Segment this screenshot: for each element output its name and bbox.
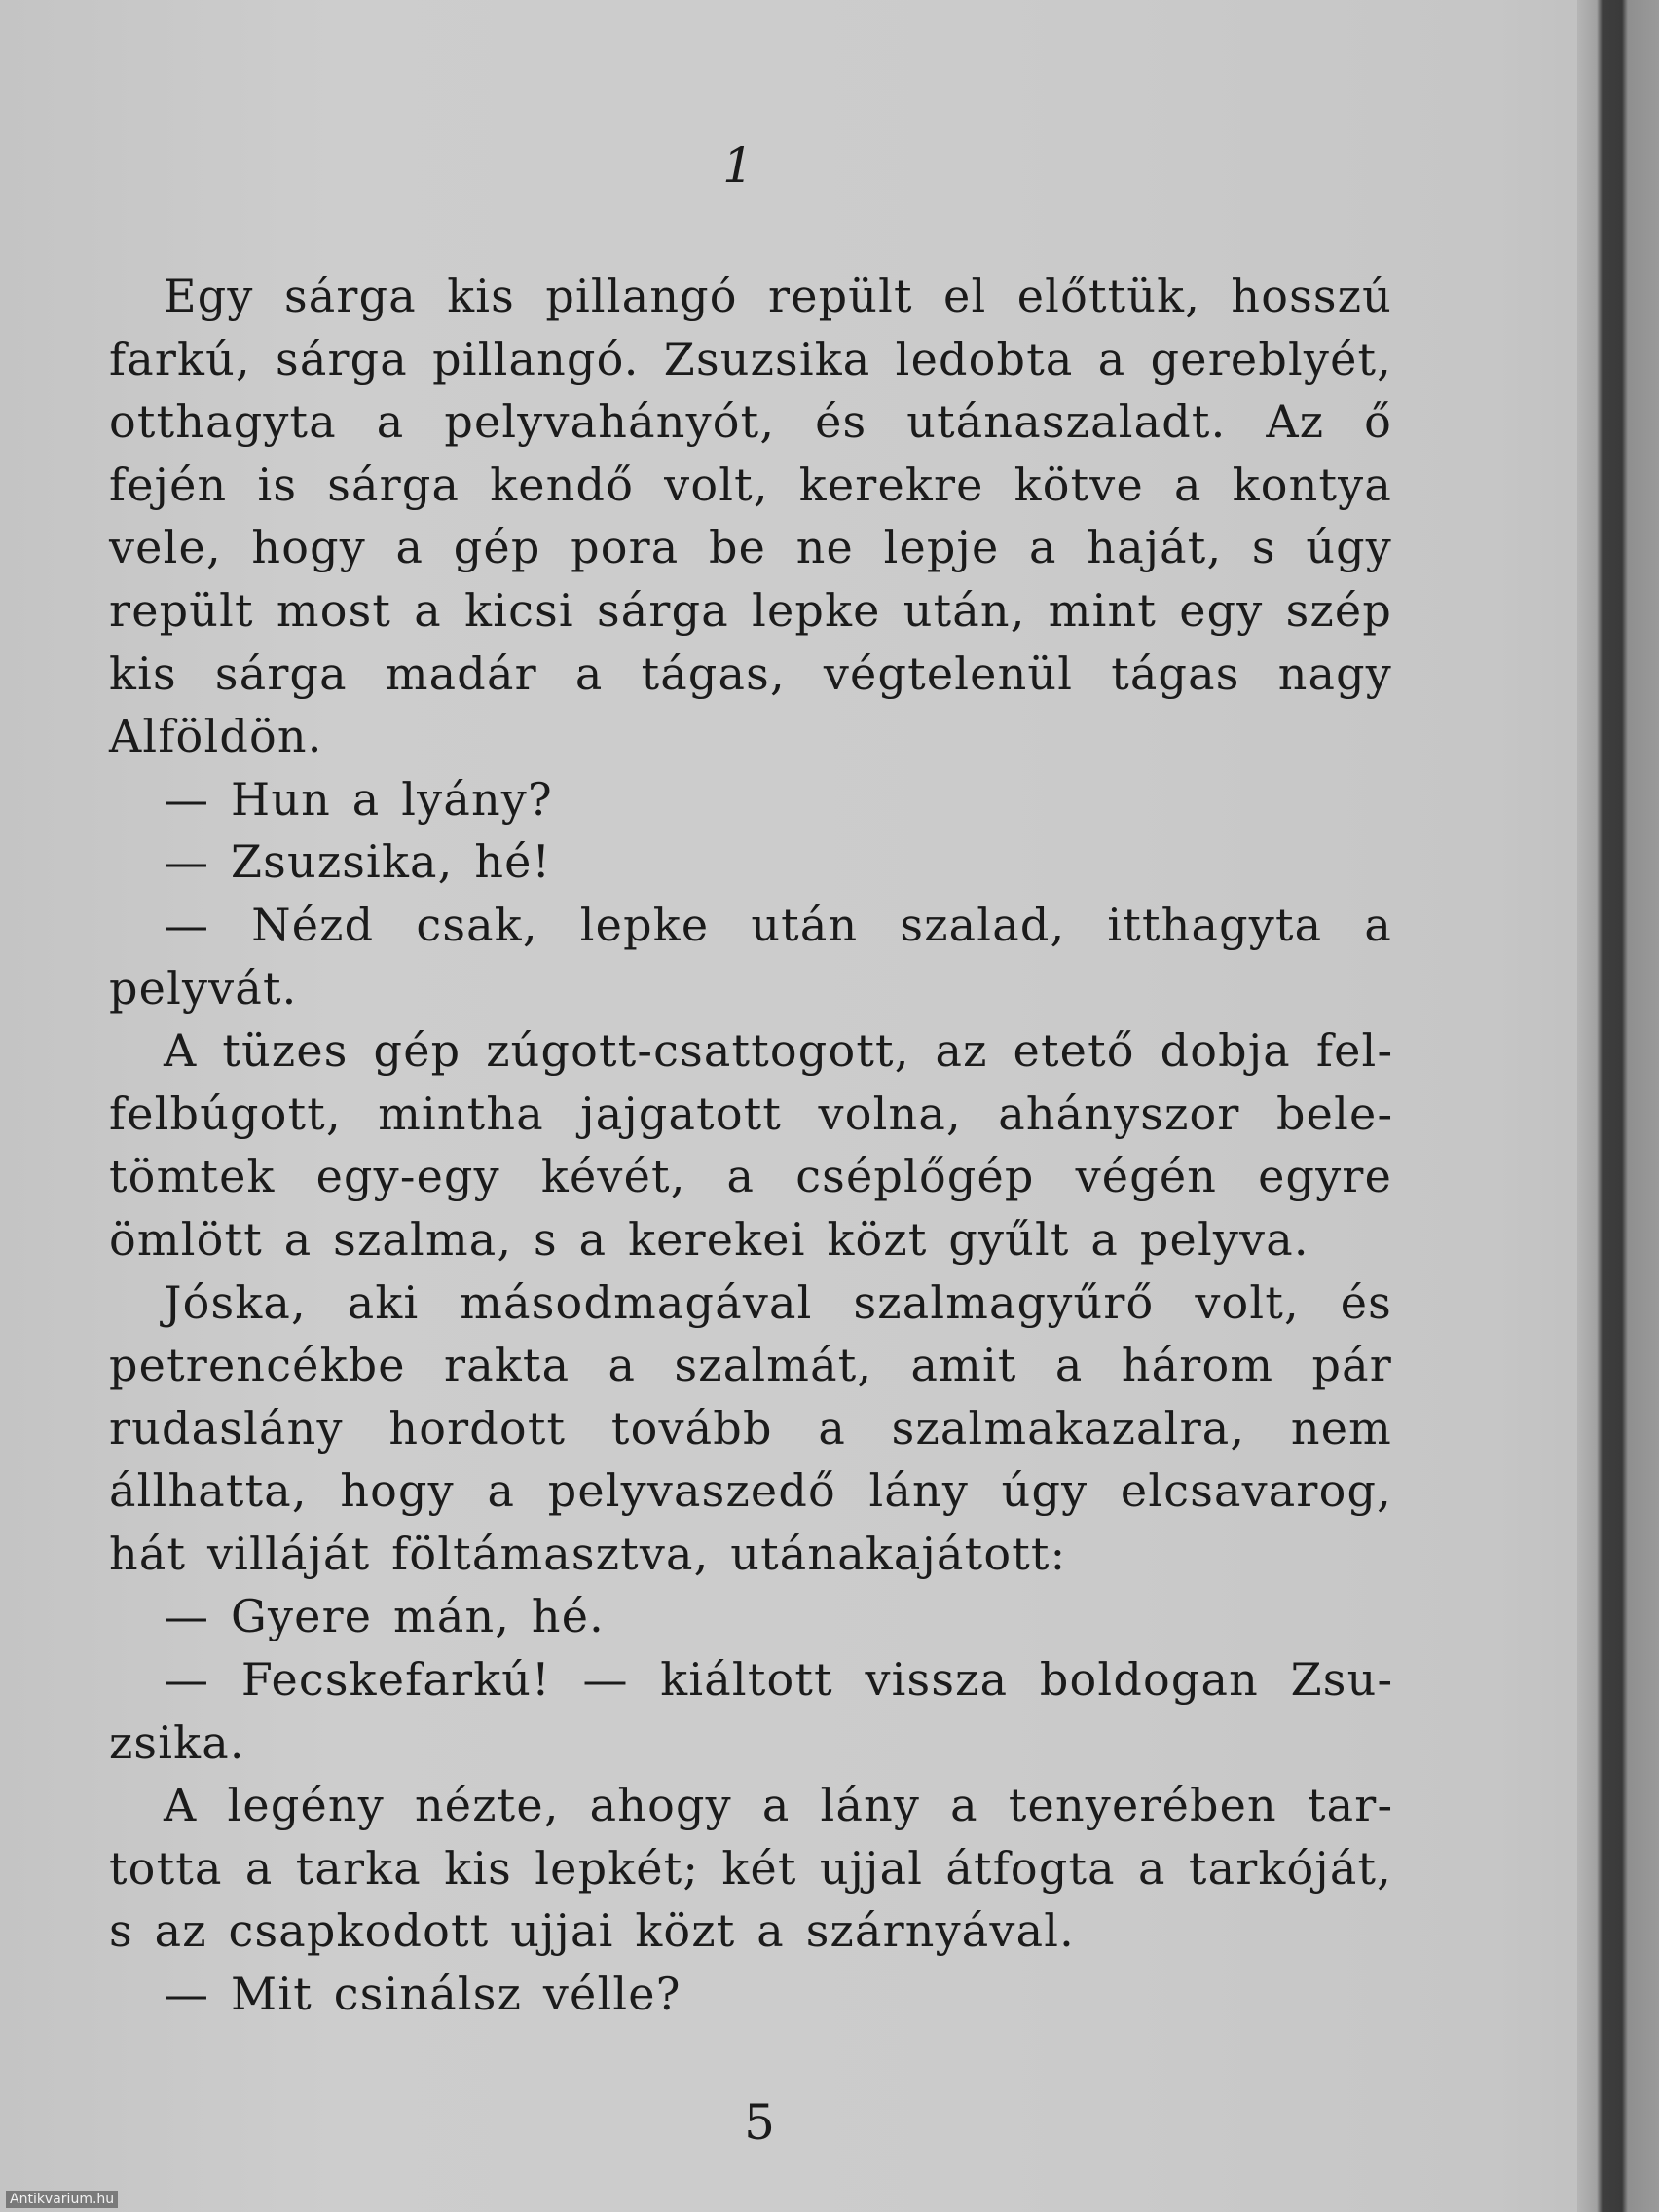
- page-number: 5: [744, 2094, 775, 2151]
- dialogue-line: — Hun a lyány?: [164, 772, 553, 826]
- dialogue-line: — Mit csinálsz vélle?: [164, 1968, 682, 2021]
- paragraph: Egy sárga kis pillangó repült el előttük, hosszú farkú, sárga pillangó. Zsuzsika ledobta a gereblyét, otthagyta a pelyvahányót, és utánaszaladt. Az ő fején is sárga kendő volt, kerekre kötve a kontya vele, hogy a gép pora be ne lepje a haját, s úgy repült most a kicsi sárga lepke után, mint egy szép kis sárga madár a tágas, végtelenül tágas nagy Alföldön.: [109, 270, 1392, 763]
- paragraph: A tüzes gép zúgott-csattogott, az etető dobja felfelbúgott, mintha jajgatott volna, ahányszor beletömtek egy-egy kévét, a cséplőgép végén egyre ömlött a szalma, s a kerekei közt gyűlt a pelyva.: [109, 1024, 1392, 1266]
- chapter-number: 1: [722, 137, 754, 194]
- dialogue-line: — Zsuzsika, hé!: [164, 835, 552, 889]
- book-spine: [1577, 0, 1659, 2212]
- dialogue-line: — Nézd csak, lepke után szalad, itthagyta a pelyvát.: [109, 898, 1392, 1014]
- watermark: Antikvarium.hu: [6, 2191, 118, 2208]
- paragraph: Jóska, aki másodmagával szalmagyűrő volt, és petrencékbe rakta a szalmát, amit a három pár rudaslány hordott tovább a szalmakazalra, nem állhatta, hogy a pelyvaszedő lány úgy elcsavarog, hát villáját föltámasztva, utánakajátott:: [109, 1275, 1392, 1580]
- paragraph: A legény nézte, ahogy a lány a tenyerében tartotta a tarka kis lepkét; két ujjal átfogta a tarkóját, s az csapkodott ujjai közt a szárnyával.: [109, 1779, 1392, 1958]
- dialogue-line: — Fecskefarkú! — kiáltott vissza boldogan Zsuzsika.: [109, 1653, 1392, 1769]
- body-text: [109, 265, 1392, 2026]
- dialogue-line: — Gyere mán, hé.: [164, 1590, 605, 1643]
